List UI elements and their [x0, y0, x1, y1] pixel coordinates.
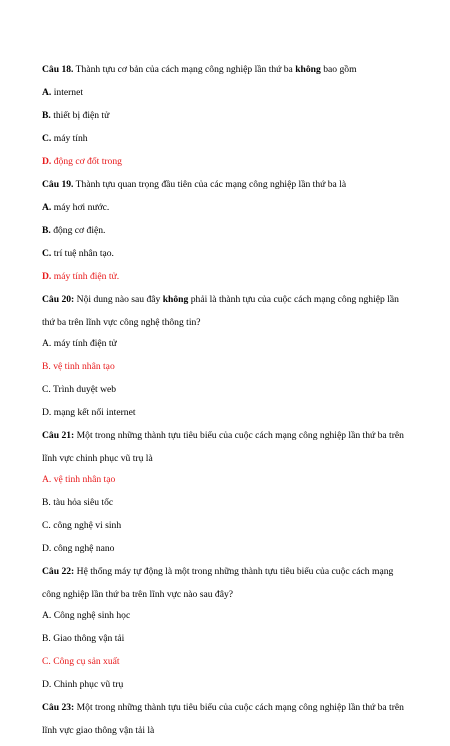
question-emphasis: không: [295, 64, 321, 75]
option-a: A. Công nghệ sinh học: [42, 610, 131, 621]
question-label: Câu 19.: [42, 179, 74, 190]
option-text: internet: [51, 87, 84, 98]
option-c: C. Trình duyệt web: [42, 384, 117, 395]
option-b: [42, 110, 414, 122]
option-text: trí tuệ nhân tạo.: [51, 248, 114, 259]
option-a: A. máy tính điện tử: [42, 338, 117, 349]
option-letter: B.: [42, 225, 51, 236]
option-text: máy tính: [51, 133, 88, 144]
option-a: [42, 87, 414, 99]
question-text: Hệ thống máy tự động là một trong những thành tựu tiêu biểu của cuộc cách mạng: [74, 566, 394, 577]
option-letter: D.: [42, 156, 52, 167]
document-body: [42, 64, 414, 746]
option-c-correct: C. Công cụ sản xuất: [42, 656, 120, 667]
question-19: [42, 179, 414, 191]
option-c: [42, 248, 414, 260]
question-18: [42, 64, 414, 76]
question-20: [42, 294, 414, 329]
option-b-correct: B. vệ tinh nhân tạo: [42, 361, 115, 372]
question-23: [42, 702, 414, 737]
option-text: máy tính điện tử.: [51, 271, 120, 282]
option-letter: C.: [42, 248, 52, 259]
option-b: [42, 225, 414, 237]
question-label: Câu 21:: [42, 430, 75, 441]
option-a: [42, 202, 414, 214]
question-label: Câu 23:: [42, 702, 75, 713]
option-c: C. công nghệ vi sinh: [42, 520, 122, 531]
question-text: Thành tựu quan trọng đầu tiên của các mạng công nghiệp lần thứ ba là: [73, 179, 347, 190]
option-letter: D.: [42, 271, 52, 282]
question-label: Câu 22:: [42, 566, 75, 577]
option-letter: A.: [42, 87, 52, 98]
question-text-line2: lĩnh vực chinh phục vũ trụ là: [42, 453, 153, 464]
question-label: Câu 20:: [42, 294, 75, 305]
question-text-line2: thứ ba trên lĩnh vực công nghệ thông tin?: [42, 317, 201, 328]
question-text: Một trong những thành tựu tiêu biểu của cuộc cách mạng công nghiệp lần thứ ba trên: [74, 702, 404, 713]
option-letter: C.: [42, 133, 52, 144]
question-text: Nội dung nào sau đây: [74, 294, 163, 305]
question-text-line2: công nghiệp lần thứ ba trên lĩnh vực nào sau đây?: [42, 589, 234, 600]
question-text: Thành tựu cơ bản của cách mạng công nghiệp lần thứ ba: [73, 64, 296, 75]
option-d: D. mạng kết nối internet: [42, 407, 136, 418]
question-text-line2: lĩnh vực giao thông vận tải là: [42, 725, 155, 736]
option-text: thiết bị điện tử: [50, 110, 110, 121]
question-21: [42, 430, 414, 465]
option-a-correct: A. vệ tinh nhân tạo: [42, 474, 116, 485]
question-text: phải là thành tựu của cuộc cách mạng công nghiệp lần: [188, 294, 399, 305]
option-d-correct: [42, 271, 414, 283]
option-c: [42, 133, 414, 145]
option-letter: B.: [42, 110, 51, 121]
question-emphasis: không: [162, 294, 189, 305]
question-label: Câu 18.: [42, 64, 74, 75]
option-text: động cơ điện.: [50, 225, 106, 236]
option-letter: A.: [42, 202, 52, 213]
option-d: D. công nghệ nano: [42, 543, 115, 554]
option-d: D. Chinh phục vũ trụ: [42, 679, 124, 690]
option-b: B. Giao thông vận tải: [42, 633, 125, 644]
question-22: [42, 566, 414, 601]
question-text: Một trong những thành tựu tiêu biểu của cuộc cách mạng công nghiệp lần thứ ba trên: [74, 430, 404, 441]
option-text: máy hơi nước.: [51, 202, 110, 213]
question-text: bao gồm: [320, 64, 357, 75]
option-d-correct: [42, 156, 414, 168]
option-text: động cơ đốt trong: [51, 156, 122, 167]
option-b: B. tàu hỏa siêu tốc: [42, 497, 114, 508]
